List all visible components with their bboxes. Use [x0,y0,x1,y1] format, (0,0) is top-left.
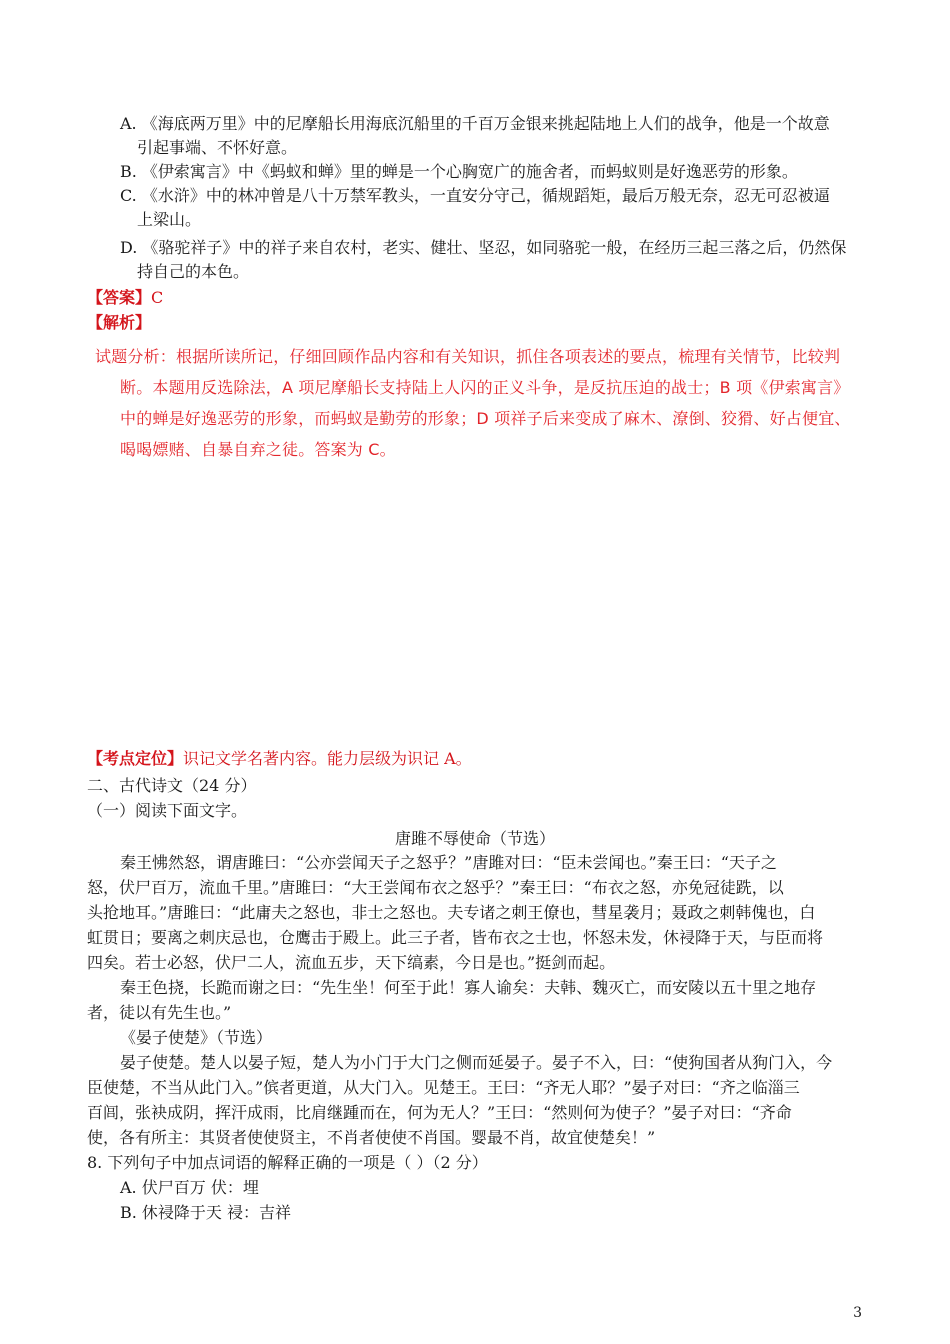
kaodian-row [87,748,472,770]
answer-label: 【答案】 [87,288,152,307]
answer-value: C [151,288,164,307]
text1-line: 头抢地耳。”唐雎曰：“此庸夫之怒也，非士之怒也。夫专诸之刺王僚也，彗星袭月；聂政之刺韩傀也，白 [87,903,816,922]
text2-line: 晏子使楚。楚人以晏子短，楚人为小门于大门之侧而延晏子。晏子不入，曰：“使狗国者从狗门入，今 [120,1053,833,1072]
text2-line: 臣使楚，不当从此门入。”傧者更道，从大门入。见楚王。王曰：“齐无人耶？”晏子对曰：“齐之临淄三 [87,1078,800,1097]
text1-line: 怒，伏尸百万，流血千里。”唐雎曰：“大王尝闻布衣之怒乎？”秦王曰：“布衣之怒，亦免冠徒跣，以 [87,878,784,897]
analysis-line-3: 中的蝉是好逸恶劳的形象，而蚂蚁是勤劳的形象；D 项祥子后来变成了麻木、潦倒、狡猾、好占便宜、 [120,409,851,428]
text1-line: 者，徒以有先生也。” [87,1003,232,1022]
subsection-title: （一）阅读下面文字。 [87,801,248,820]
analysis-line-1: 试题分析：根据所读所记，仔细回顾作品内容和有关知识，抓住各项表述的要点，梳理有关情节，比较判 [95,347,841,366]
analysis-label: 【解析】 [87,313,152,332]
text2-title: 《晏子使楚》（节选） [120,1028,273,1047]
option-a-line2: 引起事端、不怀好意。 [137,138,298,157]
page-number: 3 [853,1305,862,1321]
analysis-line-2: 断。本题用反选除法，A 项尼摩船长支持陆上人闪的正义斗争，是反抗压迫的战士；B 项《伊索寓言》 [120,378,850,397]
text2-line: 百闾，张袂成阴，挥汗成雨，比肩继踵而在，何为无人？”王曰：“然则何为使子？”晏子对曰：“齐命 [87,1103,792,1122]
text1-title: 唐雎不辱使命（节选） [394,829,555,848]
text1-line: 秦王色挠，长跪而谢之曰：“先生坐！何至于此！寡人谕矣：夫韩、魏灭亡，而安陵以五十里之地存 [120,978,817,997]
analysis-line-4: 喝喝嫖赌、自暴自弃之徒。答案为 C。 [120,440,396,459]
option-c-line2: 上梁山。 [137,210,202,229]
option-d-line1: D. 《骆驼祥子》中的祥子来自农村，老实、健壮、坚忍，如同骆驼一般，在经历三起三落之后，仍然保 [120,238,847,257]
kaodian-label: 【考点定位】 [87,749,184,768]
option-a-line1: A. 《海底两万里》中的尼摩船长用海底沉船里的千百万金银来挑起陆地上人们的战争，他是一个故意 [120,114,830,133]
answer-row [87,287,163,309]
text2-line: 使，各有所主：其贤者使使贤主，不肖者使使不肖国。婴最不肖，故宜使楚矣！” [87,1128,656,1147]
option-b-line1: B. 《伊索寓言》中《蚂蚁和蝉》里的蝉是一个心胸宽广的施舍者，而蚂蚁则是好逸恶劳的形象。 [120,162,798,181]
kaodian-text: 识记文学名著内容。能力层级为识记 A。 [183,749,472,768]
text1-line: 秦王怫然怒，谓唐雎曰：“公亦尝闻天子之怒乎？”唐雎对曰：“臣未尝闻也。”秦王曰：“天子之 [120,853,777,872]
text1-line: 虹贯日；要离之刺庆忌也，仓鹰击于殿上。此三子者，皆布衣之士也，怀怒未发，休祲降于天，与臣而将 [87,928,824,947]
question-8: 8. 下列句子中加点词语的解释正确的一项是（ ）（2 分） [87,1153,488,1172]
option-c-line1: C. 《水浒》中的林冲曾是八十万禁军教头，一直安分守己，循规蹈矩，最后万般无奈，忍无可忍被逼 [120,186,830,205]
q8-option-a: A. 伏尸百万 伏：埋 [120,1178,259,1197]
option-d-line2: 持自己的本色。 [137,262,250,281]
q8-option-b: B. 休祲降于天 祲：吉祥 [120,1203,292,1222]
text1-line: 四矣。若士必怒，伏尸二人，流血五步，天下缟素，今日是也。”挺剑而起。 [87,953,616,972]
section-title: 二、古代诗文（24 分） [87,776,257,795]
